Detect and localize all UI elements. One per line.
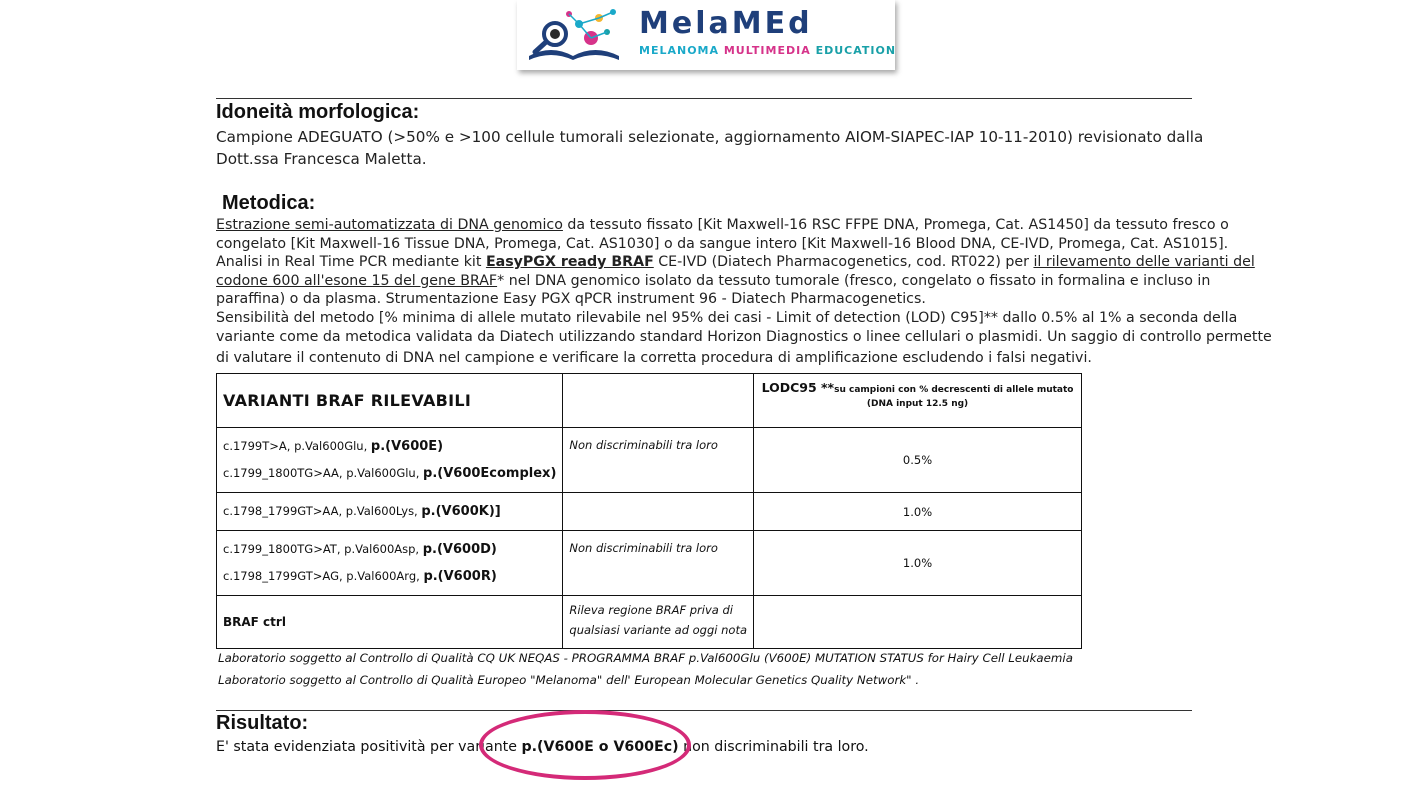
divider-top: [216, 98, 1192, 99]
variants-cell: c.1799_1800TG>AT, p.Val600Asp, p.(V600D) c.1798_1799GT>AG, p.Val600Arg, p.(V600R): [217, 531, 563, 596]
risultato-title: Risultato:: [216, 712, 309, 734]
result-variant: p.(V600E o V600Ec): [521, 739, 679, 755]
lod-cell: 1.0%: [754, 531, 1082, 596]
table-row: [217, 493, 1082, 531]
lod-cell: 1.0%: [754, 493, 1082, 531]
risultato-text: E' stata evidenziata positività per variante p.(V600E o V600Ec) non discriminabili tra loro.: [216, 739, 869, 755]
header-varianti: VARIANTI BRAF RILEVABILI: [217, 374, 563, 428]
header-lod: LODC95 **su campioni con % decrescenti di allele mutato (DNA input 12.5 ng): [754, 374, 1082, 428]
table-row: [217, 531, 1082, 596]
idoneita-title: Idoneità morfologica:: [216, 101, 420, 123]
variants-cell: c.1798_1799GT>AA, p.Val600Lys, p.(V600K)]: [217, 493, 563, 531]
metodica-title: Metodica:: [222, 192, 316, 214]
logo-graphic-icon: [521, 4, 633, 64]
lod-cell: [754, 596, 1082, 649]
note-cell: [563, 493, 754, 531]
melamed-logo: [517, 0, 895, 70]
lab-note-2: Laboratorio soggetto al Controllo di Qualità Europeo "Melanoma" dell' European Molecular Genetics Quality Network" .: [218, 673, 920, 687]
note-cell: Non discriminabili tra loro: [563, 531, 754, 596]
lod-cell: 0.5%: [754, 428, 1082, 493]
header-empty: [563, 374, 754, 428]
ctrl-cell: BRAF ctrl: [217, 596, 563, 649]
table-header-row: [217, 374, 1082, 428]
divider-bottom: [216, 710, 1192, 711]
table-row: [217, 428, 1082, 493]
braf-variants-table: [216, 373, 1082, 649]
lab-note-1: Laboratorio soggetto al Controllo di Qualità CQ UK NEQAS - PROGRAMMA BRAF p.Val600Glu (V600E) MUTATION STATUS for Hairy Cell Leukaemia: [218, 651, 1073, 665]
idoneita-text: Campione ADEGUATO (>50% e >100 cellule tumorali selezionate, aggiornamento AIOM-SIAPEC-IAP 10-11-2010) revisionato dalla Dott.ssa Francesca Maletta.: [216, 128, 1204, 168]
table-row: [217, 596, 1082, 649]
logo-subtitle: MELANOMA MULTIMEDIA EDUCATION: [639, 44, 897, 57]
note-cell: Non discriminabili tra loro: [563, 428, 754, 493]
metodica-text: Estrazione semi-automatizzata di DNA genomico da tessuto fissato [Kit Maxwell-16 RSC FFPE DNA, Promega, Cat. AS1450] da tessuto fresco o congelato [Kit Maxwell-16 Tissue DNA, Promega, Cat. AS1030] o da sangue intero [Kit Maxwell-16 Blood DNA, CE-IVD, Promega, Cat. AS1015]. Analisi in Real Time PCR mediante kit EasyPGX ready BRAF CE-IVD (Diatech Pharmacogenetics, cod. RT022) per il rilevamento delle varianti del codone 600 all'esone 15 del gene BRAF* nel DNA genomico isolato da tessuto tumorale (fresco, congelato o fissato in formalina e incluso in paraffina) o da plasma. Strumentazione Easy PGX qPCR instrument 96 - Diatech Pharmacogenetics. Sensibilità del metodo [% minima di allele mutato rilevabile nel 95% dei casi - Limit of detection (LOD) C95]** dallo 0.5% al 1% a seconda della variante come da metodica validata da Diatech utilizzando standard Horizon Diagnostics o linee cellulari o plasmidi. Un saggio di controllo permette di valutare il contenuto di DNA nel campione e verificare la corretta procedura di amplificazione escludendo i falsi negativi.: [216, 217, 1272, 367]
variants-cell: c.1799T>A, p.Val600Glu, p.(V600E) c.1799_1800TG>AA, p.Val600Glu, p.(V600Ecomplex): [217, 428, 563, 493]
logo-name: MelaMEd: [639, 6, 813, 41]
note-cell: Rileva regione BRAF priva di qualsiasi variante ad oggi nota: [563, 596, 754, 649]
